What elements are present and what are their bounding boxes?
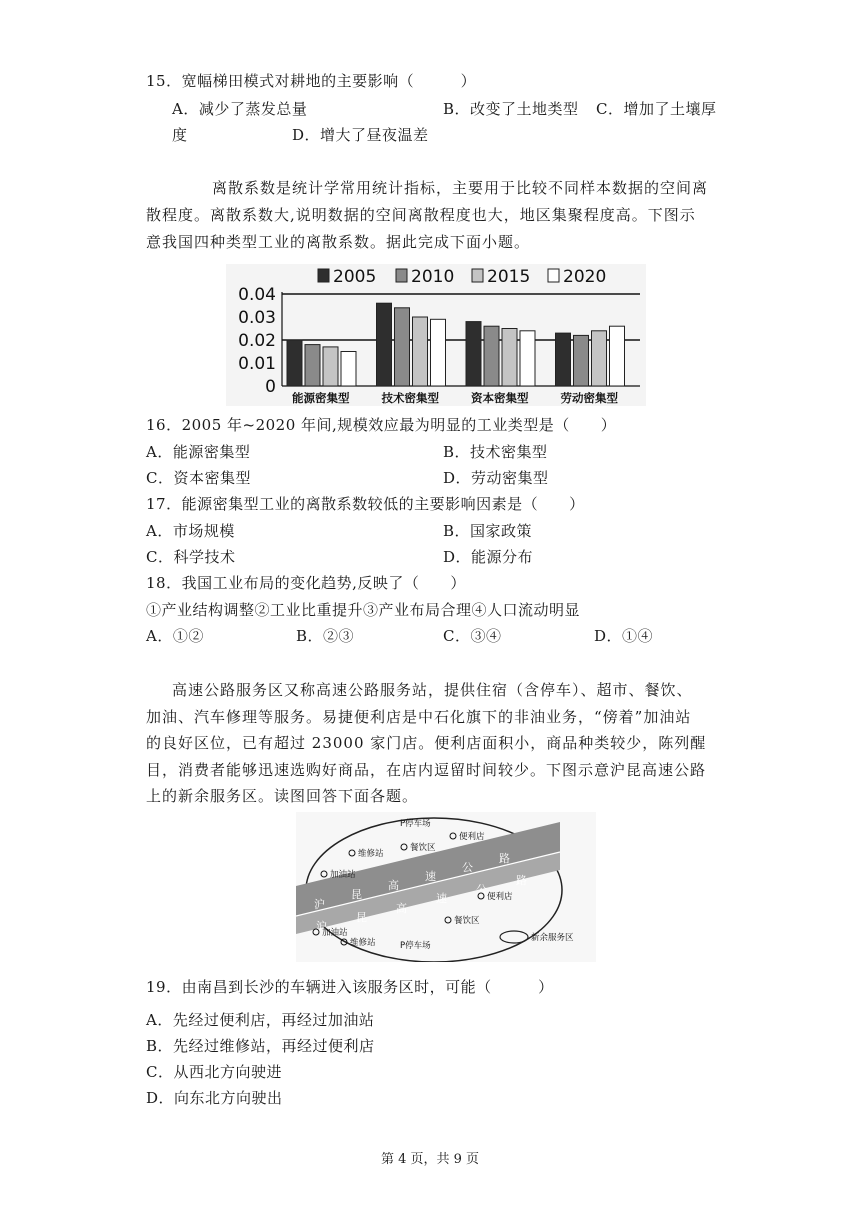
bar: [466, 322, 481, 386]
bar: [431, 319, 446, 386]
map-label-lower-dining: 餐饮区: [454, 916, 480, 926]
q18-option-c: C．③④: [443, 627, 502, 645]
passage2-line2: 加油、汽车修理等服务。易捷便利店是中石化旗下的非油业务，“傍着”加油站: [146, 708, 692, 726]
map-label-lower-store: 便利店: [487, 892, 513, 902]
bar: [341, 352, 356, 387]
legend-swatch: [396, 269, 407, 282]
map-legend-label: 新余服务区: [531, 933, 574, 943]
road-char: 高: [396, 902, 407, 915]
road-char: 高: [388, 879, 399, 892]
road-char: 沪: [314, 898, 325, 911]
q15-option-c-cont: 度: [172, 126, 188, 144]
bar: [556, 333, 571, 386]
map-label-lower-repair: 维修站: [350, 938, 376, 948]
q19-option-c: C．从西北方向驶进: [146, 1063, 282, 1081]
bar: [574, 335, 589, 386]
legend-label: 2015: [487, 267, 531, 287]
q15-option-a: A．减少了蒸发总量: [172, 100, 308, 118]
road-char: 公: [476, 883, 487, 896]
q18-option-d: D．①④: [594, 627, 654, 645]
bar: [502, 329, 517, 387]
q17-stem: 17．能源密集型工业的离散系数较低的主要影响因素是（ ）: [146, 495, 585, 513]
legend-label: 2020: [563, 267, 607, 287]
map-label-upper-store: 便利店: [459, 832, 485, 842]
y-tick-label: 0.03: [238, 308, 276, 328]
legend-swatch: [318, 269, 329, 282]
q18-option-a: A．①②: [146, 627, 204, 645]
passage2-line1: 高速公路服务区又称高速公路服务站，提供住宿（含停车）、超市、餐饮、: [172, 681, 693, 699]
map-label-upper-dining: 餐饮区: [410, 843, 436, 853]
q16-option-b: B．技术密集型: [443, 443, 548, 461]
x-category-label: 能源密集型: [292, 391, 350, 405]
q17-option-c: C．科学技术: [146, 548, 236, 566]
q19-option-a: A．先经过便利店，再经过加油站: [146, 1011, 375, 1029]
bar: [520, 331, 535, 386]
road-char: 速: [425, 870, 436, 883]
page-footer: 第 4 页，共 9 页: [380, 1152, 480, 1167]
legend-label: 2005: [333, 267, 377, 287]
q15-stem: 15．宽幅梯田模式对耕地的主要影响（ ）: [146, 72, 477, 90]
passage1-line2: 散程度。离散系数大,说明数据的空间离散程度也大，地区集聚程度高。下图示: [146, 206, 696, 224]
road-char: 昆: [351, 888, 362, 901]
q16-option-c: C．资本密集型: [146, 469, 251, 487]
q18-option-b: B．②③: [296, 627, 355, 645]
bar: [592, 331, 607, 386]
y-tick-label: 0.01: [238, 354, 276, 374]
y-tick-label: 0: [265, 377, 276, 397]
passage2-line4: 目，消费者能够迅速选购好商品，在店内逗留时间较少。下图示意沪昆高速公路: [146, 761, 707, 779]
legend-swatch: [548, 269, 559, 282]
q17-option-d: D．能源分布: [443, 548, 534, 566]
q19-option-d: D．向东北方向驶出: [146, 1089, 283, 1107]
passage1-line1: 离散系数是统计学常用统计指标，主要用于比较不同样本数据的空间离: [212, 179, 709, 197]
y-tick-label: 0.04: [238, 285, 276, 305]
road-char: 昆: [356, 911, 367, 924]
road-char: 速: [436, 892, 447, 905]
legend-label: 2010: [411, 267, 455, 287]
bar: [323, 347, 338, 386]
q18-stem: 18．我国工业布局的变化趋势,反映了（ ）: [146, 574, 466, 592]
map-label-upper-repair: 维修站: [358, 849, 384, 859]
passage2-line3: 的良好区位，已有超过 23000 家门店。便利店面积小，商品种类较少，陈列醒: [146, 734, 707, 752]
y-tick-label: 0.02: [238, 331, 276, 351]
road-char: 公: [462, 861, 473, 874]
q17-option-a: A．市场规模: [146, 522, 235, 540]
dispersion-bar-chart: [226, 264, 646, 406]
map-label-upper-parking: P停车场: [400, 819, 431, 829]
bar: [287, 340, 302, 386]
map-label-lower-parking: P停车场: [400, 941, 431, 951]
passage2-line5: 上的新余服务区。读图回答下面各题。: [146, 787, 419, 805]
q15-option-b: B．改变了土地类型: [443, 100, 579, 118]
road-char: 路: [516, 874, 527, 887]
bar: [377, 303, 392, 386]
bar: [395, 308, 410, 386]
road-char: 沪: [316, 920, 327, 933]
q18-statements: ①产业结构调整②工业比重提升③产业布局合理④人口流动明显: [146, 601, 581, 619]
road-char: 路: [499, 852, 510, 865]
q19-stem: 19．由南昌到长沙的车辆进入该服务区时，可能（ ）: [146, 978, 554, 996]
q16-option-d: D．劳动密集型: [443, 469, 549, 487]
q19-option-b: B．先经过维修站，再经过便利店: [146, 1037, 375, 1055]
map-label-lower-gas: 加油站: [322, 928, 348, 938]
bar: [305, 345, 320, 386]
passage1-line3: 意我国四种类型工业的离散系数。据此完成下面小题。: [146, 233, 531, 251]
bar: [413, 317, 428, 386]
q16-stem: 16．2005 年~2020 年间,规模效应最为明显的工业类型是（ ）: [146, 416, 617, 434]
map-label-upper-gas: 加油站: [330, 870, 356, 880]
x-category-label: 劳动密集型: [560, 391, 618, 405]
q15-option-c: C．增加了土壤厚: [596, 100, 717, 118]
q16-option-a: A．能源密集型: [146, 443, 251, 461]
legend-swatch: [472, 269, 483, 282]
q17-option-b: B．国家政策: [443, 522, 533, 540]
bar: [610, 326, 625, 386]
q15-option-d: D．增大了昼夜温差: [292, 126, 429, 144]
x-category-label: 技术密集型: [381, 391, 439, 405]
x-category-label: 资本密集型: [471, 391, 529, 405]
service-area-map: [296, 812, 596, 962]
bar: [484, 326, 499, 386]
